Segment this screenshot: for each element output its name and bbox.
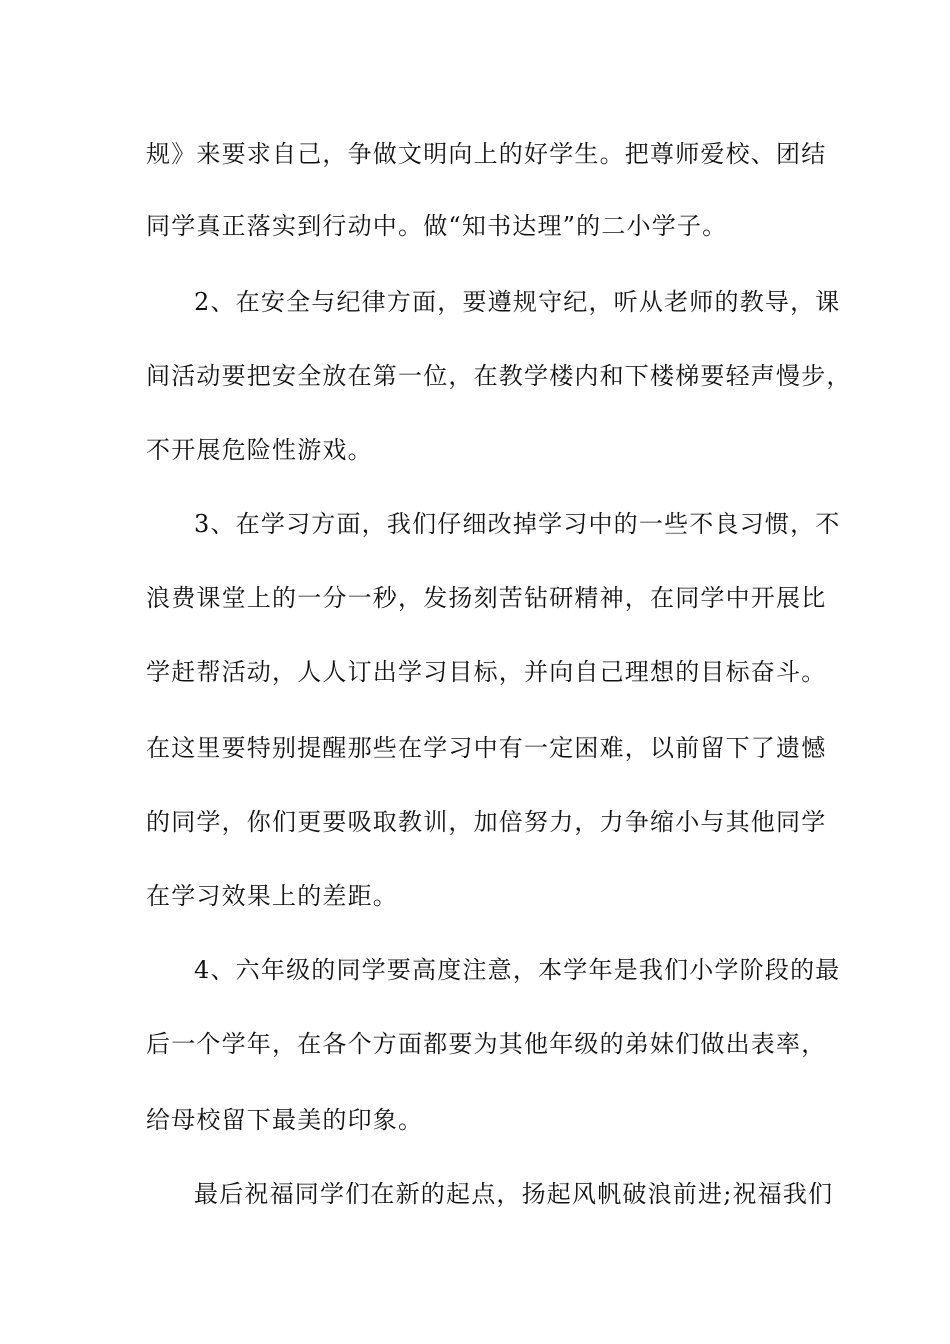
text-line: 规》来要求自己，争做文明向上的好学生。把尊师爱校、团结 xyxy=(146,140,827,168)
text-line: 后一个学年，在各个方面都要为其他年级的弟妹们做出表率， xyxy=(146,1030,827,1058)
text-line: 同学真正落实到行动中。做“知书达理”的二小学子。 xyxy=(146,212,728,240)
paragraph-start-line: 2、在安全与纪律方面，要遵规守纪，听从老师的教导，课 xyxy=(194,288,841,316)
paragraph-start-line: 4、六年级的同学要高度注意，本学年是我们小学阶段的最 xyxy=(194,956,841,984)
text-line: 学赶帮活动，人人订出学习目标，并向自己理想的目标奋斗。 xyxy=(146,658,827,686)
paragraph-start-line: 最后祝福同学们在新的起点，扬起风帆破浪前进;祝福我们 xyxy=(194,1180,834,1208)
text-line: 间活动要把安全放在第一位，在教学楼内和下楼梯要轻声慢步， xyxy=(146,362,852,390)
text-line: 在学习效果上的差距。 xyxy=(146,882,398,910)
text-line: 在这里要特别提醒那些在学习中有一定困难，以前留下了遗憾 xyxy=(146,734,827,762)
text-line: 给母校留下最美的印象。 xyxy=(146,1106,424,1134)
text-line: 不开展危险性游戏。 xyxy=(146,436,373,464)
text-line: 浪费课堂上的一分一秒，发扬刻苦钻研精神，在同学中开展比 xyxy=(146,584,827,612)
text-line: 的同学，你们更要吸取教训，加倍努力，力争缩小与其他同学 xyxy=(146,808,827,836)
paragraph-start-line: 3、在学习方面，我们仔细改掉学习中的一些不良习惯，不 xyxy=(194,510,841,538)
